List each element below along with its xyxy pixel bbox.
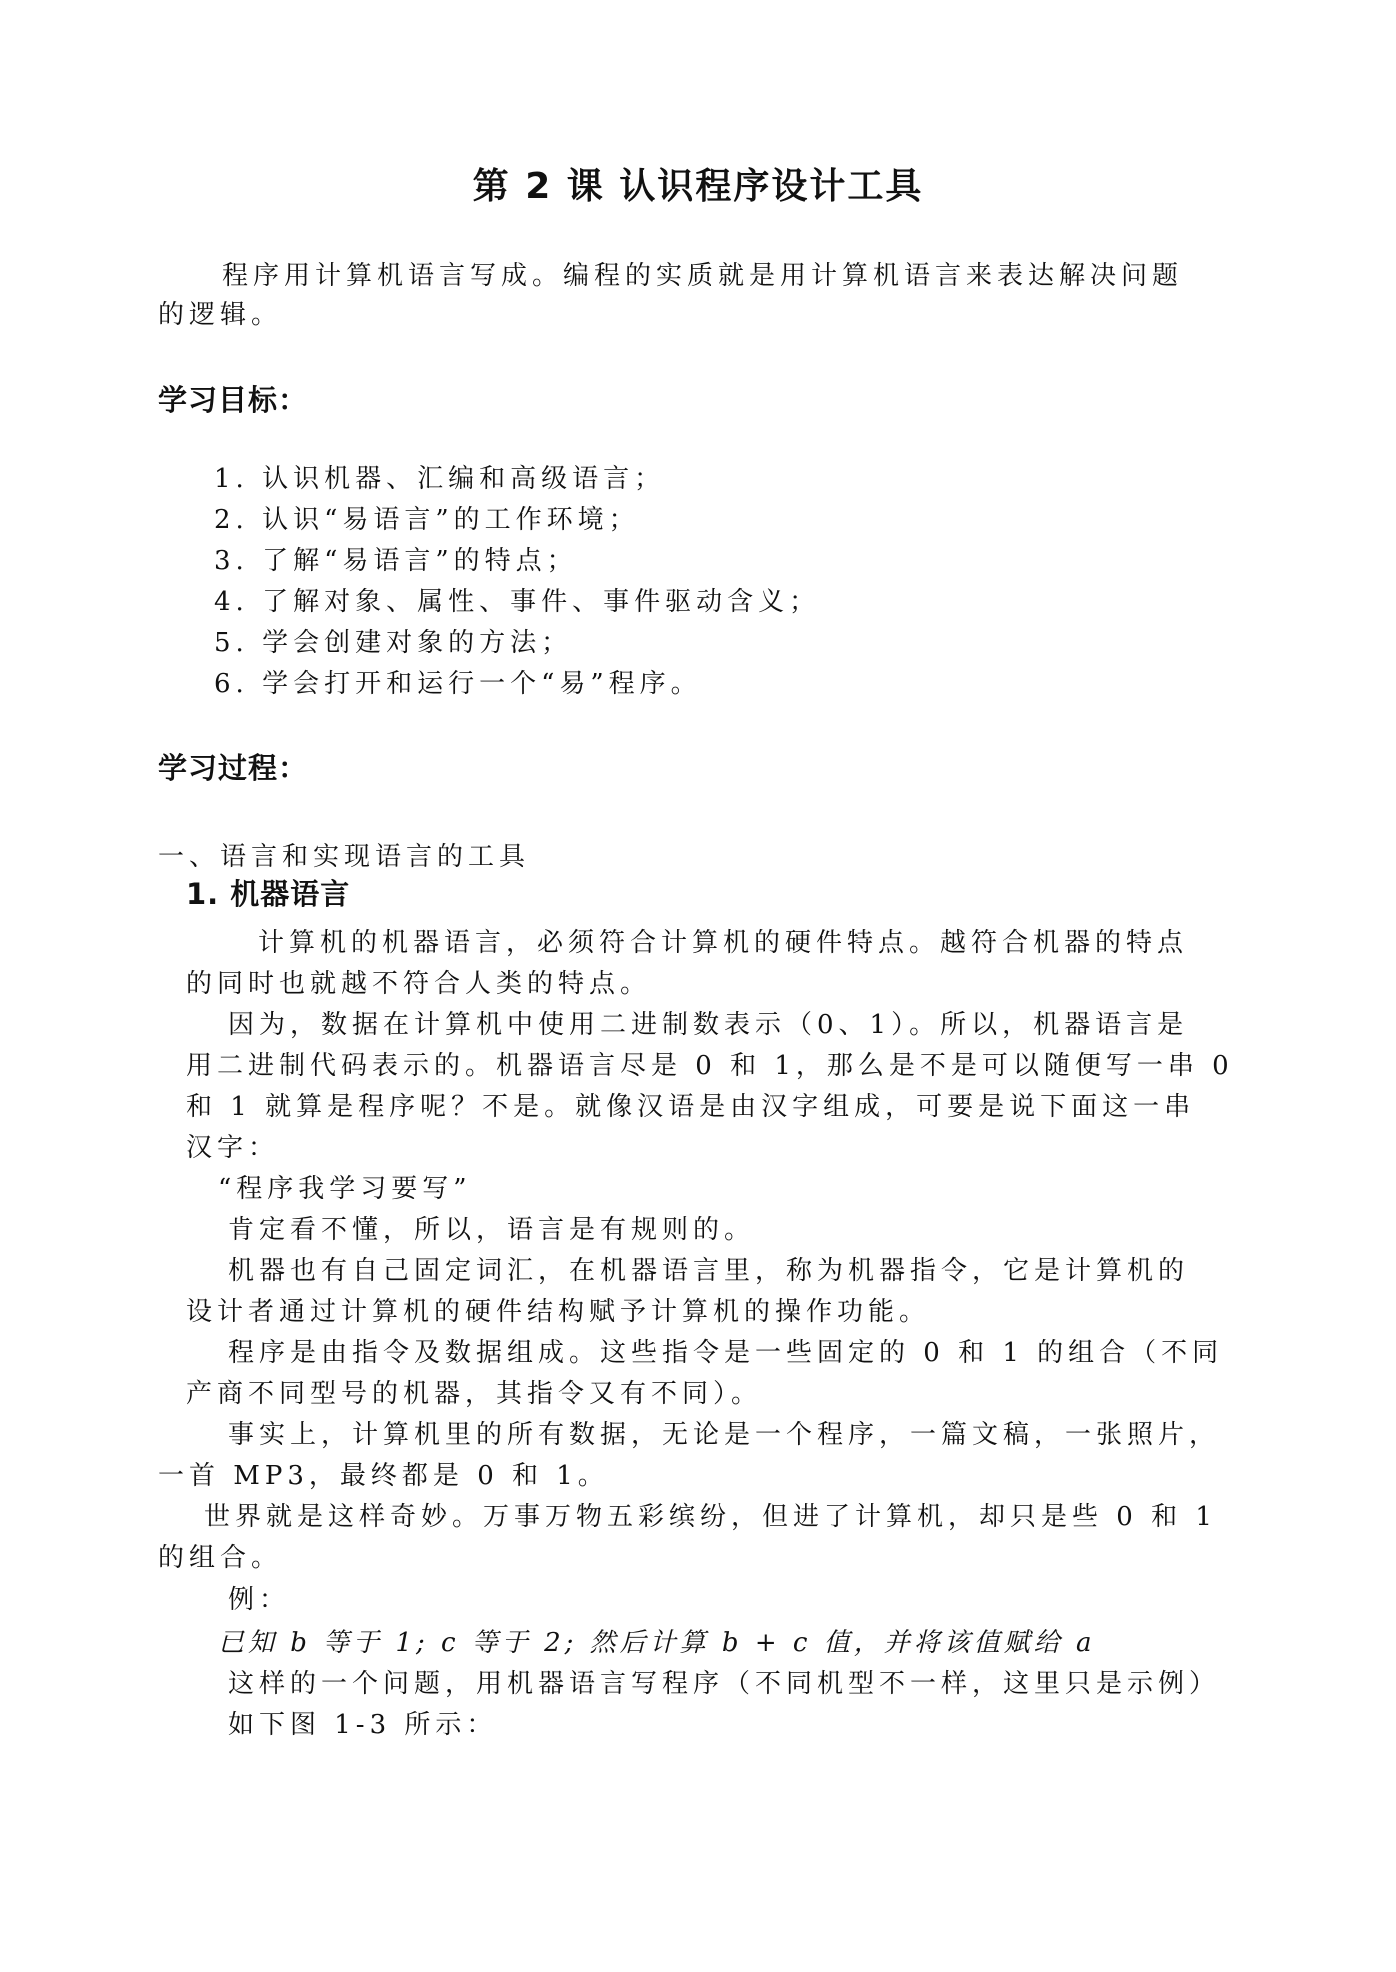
paragraph-line: 这样的一个问题，用机器语言写程序（不同机型不一样，这里只是示例） xyxy=(228,1669,1221,1699)
paragraph-line: 计算机的机器语言，必须符合计算机的硬件特点。越符合机器的特点 xyxy=(258,928,1189,958)
objective-item-6: 6. 学会打开和运行一个“易”程序。 xyxy=(214,669,702,699)
objective-item-3: 3. 了解“易语言”的特点； xyxy=(214,546,578,576)
paragraph-line: 肯定看不懂，所以，语言是有规则的。 xyxy=(228,1215,756,1245)
paragraph-line: 的组合。 xyxy=(158,1543,283,1573)
intro-line-2: 的逻辑。 xyxy=(158,300,283,330)
objective-item-1: 1. 认识机器、汇编和高级语言； xyxy=(214,464,666,494)
intro-line-1: 程序用计算机语言写成。编程的实质就是用计算机语言来表达解决问题 xyxy=(222,261,1184,291)
objective-item-5: 5. 学会创建对象的方法； xyxy=(214,628,573,658)
section-title: 一、语言和实现语言的工具 xyxy=(158,842,531,872)
example-label: 例： xyxy=(228,1585,291,1615)
paragraph-line: 产商不同型号的机器，其指令又有不同）。 xyxy=(186,1379,763,1409)
paragraph-line: 程序是由指令及数据组成。这些指令是一些固定的 0 和 1 的组合（不同 xyxy=(228,1338,1224,1368)
page-title: 第 2 课 认识程序设计工具 xyxy=(472,166,924,207)
paragraph-line: 的同时也就越不符合人类的特点。 xyxy=(186,969,652,999)
objective-item-4: 4. 了解对象、属性、事件、事件驱动含义； xyxy=(214,587,821,617)
paragraph-line: 用二进制代码表示的。机器语言尽是 0 和 1，那么是不是可以随便写一串 0 xyxy=(186,1051,1234,1081)
paragraph-line: 和 1 就算是程序呢？不是。就像汉语是由汉字组成，可要是说下面这一串 xyxy=(186,1092,1196,1122)
paragraph-line: 一首 MP3，最终都是 0 和 1。 xyxy=(158,1461,609,1491)
paragraph-line: 汉字： xyxy=(186,1133,280,1163)
objectives-heading: 学习目标： xyxy=(158,383,309,417)
paragraph-line: 机器也有自己固定词汇，在机器语言里，称为机器指令，它是计算机的 xyxy=(228,1256,1190,1286)
objective-item-2: 2. 认识“易语言”的工作环境； xyxy=(214,505,640,535)
paragraph-line: 因为，数据在计算机中使用二进制数表示（0、1）。所以，机器语言是 xyxy=(228,1010,1189,1040)
example-text: 已知 b 等于 1; c 等于 2; 然后计算 b + c 值，并将该值赋给 a xyxy=(218,1628,1096,1658)
paragraph-line: 世界就是这样奇妙。万事万物五彩缤纷，但进了计算机，却只是些 0 和 1 xyxy=(204,1502,1217,1532)
paragraph-line: 事实上，计算机里的所有数据，无论是一个程序，一篇文稿，一张照片， xyxy=(228,1420,1221,1450)
paragraph-line: 设计者通过计算机的硬件结构赋予计算机的操作功能。 xyxy=(186,1297,931,1327)
quote-line: “程序我学习要写” xyxy=(218,1174,472,1204)
subsection-title: 1. 机器语言 xyxy=(186,877,351,911)
figure-reference: 如下图 1-3 所示： xyxy=(228,1710,498,1740)
process-heading: 学习过程： xyxy=(158,751,309,785)
